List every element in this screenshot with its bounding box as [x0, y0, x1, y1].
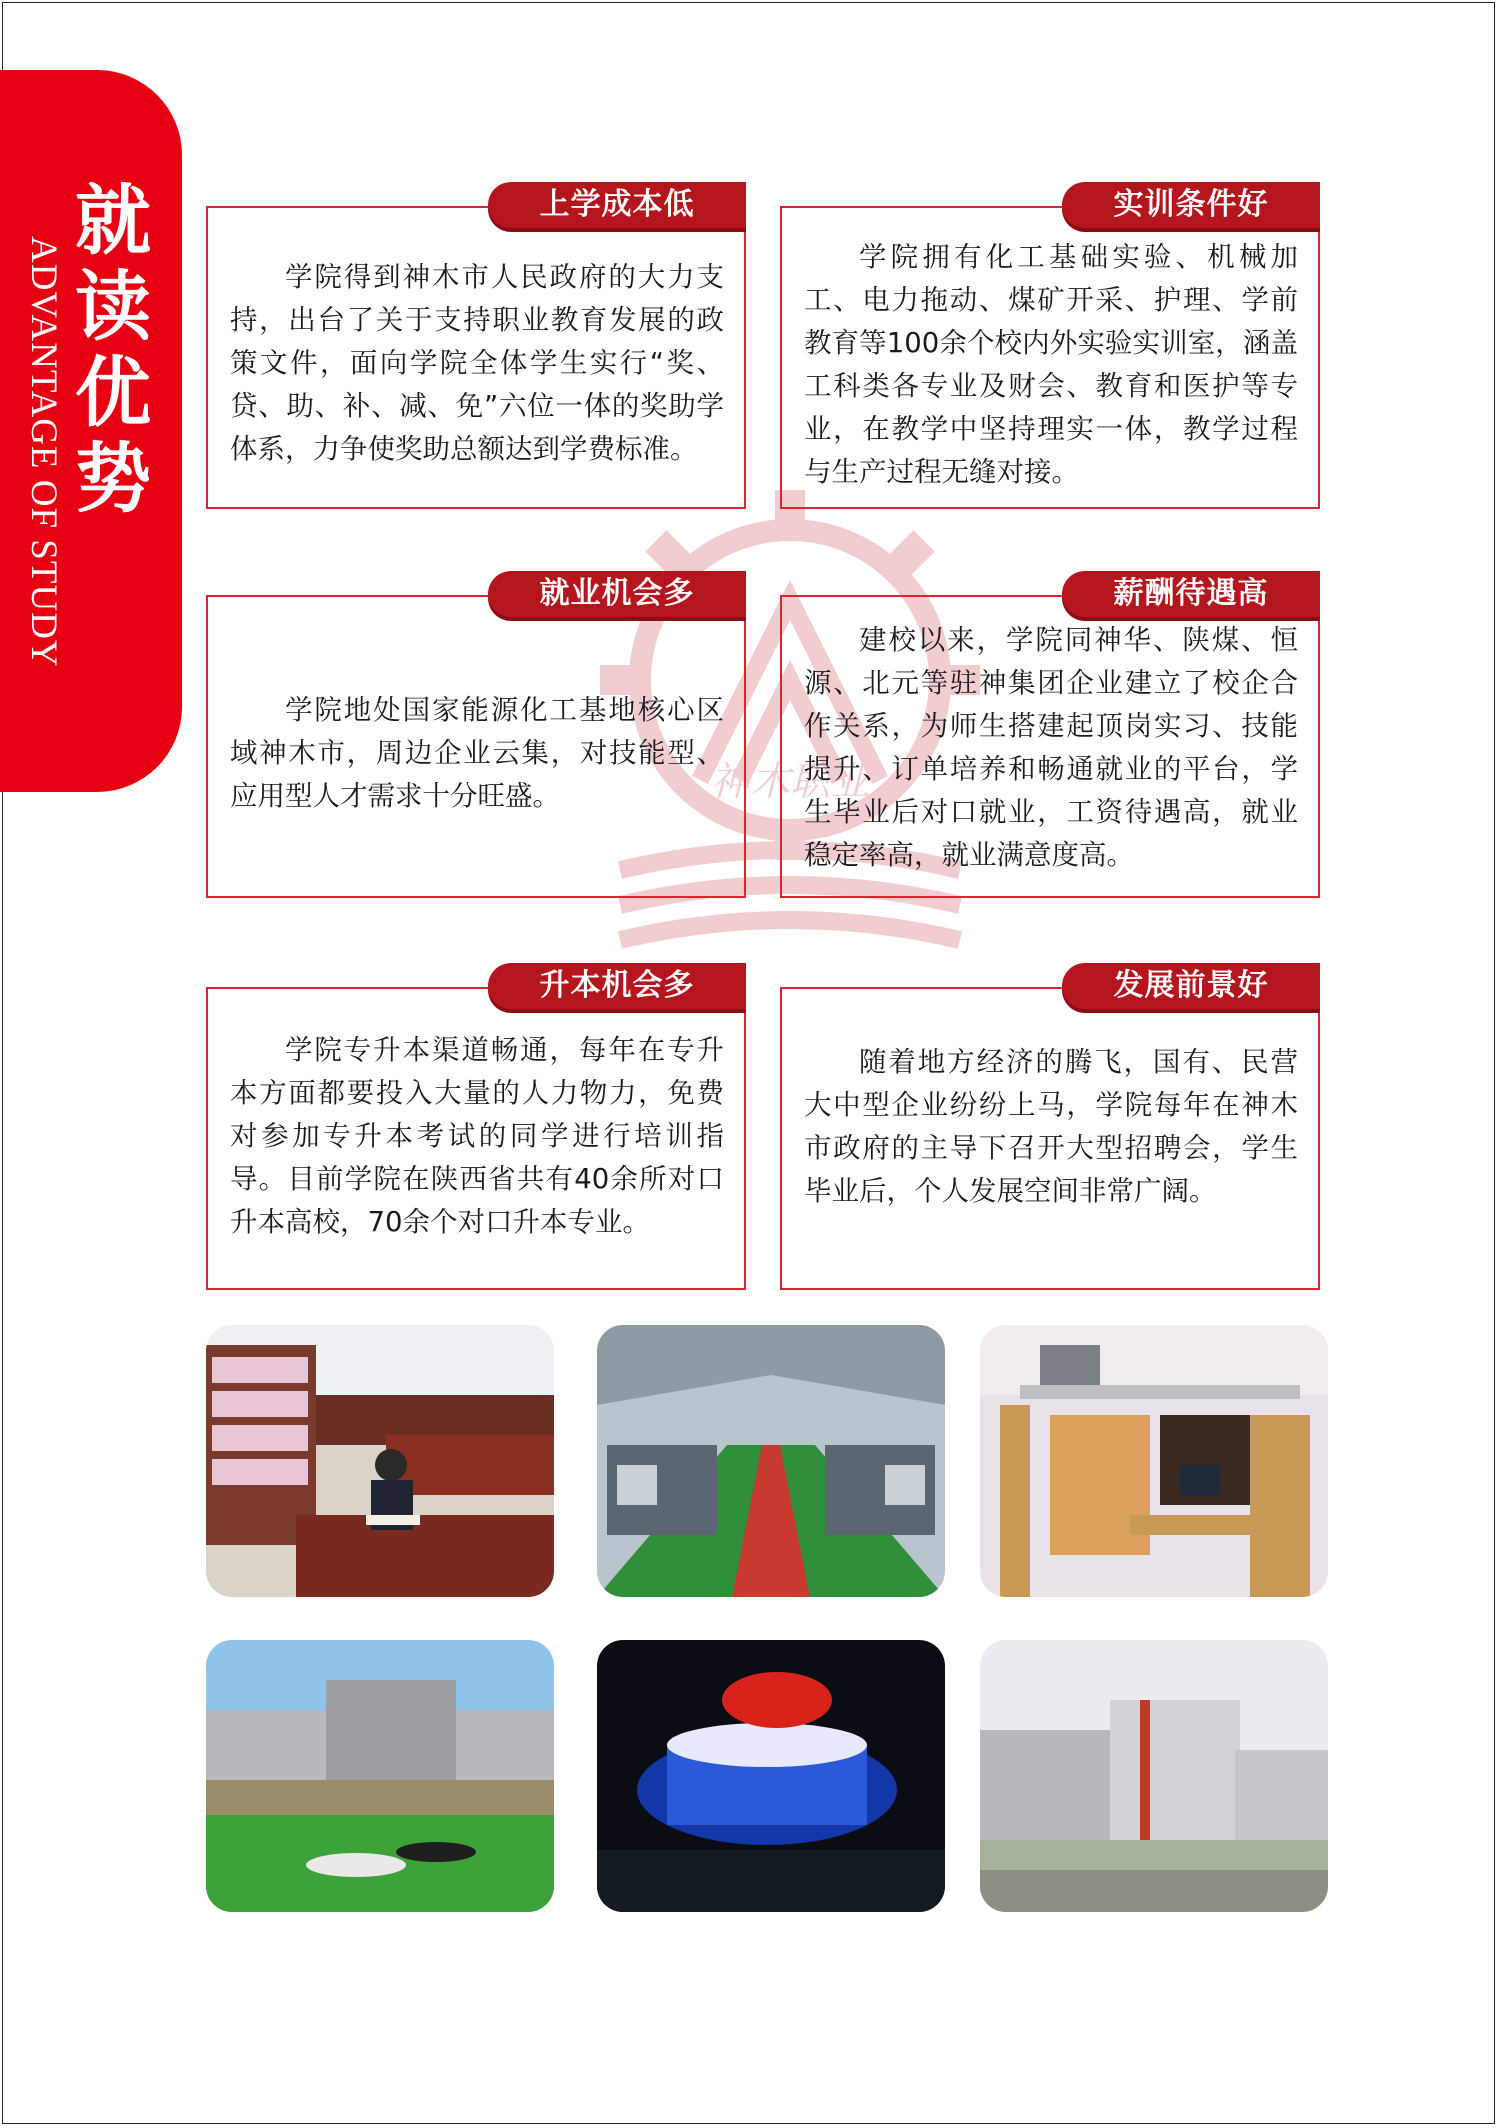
- side-title-char: 优: [75, 348, 151, 437]
- card-label: 上学成本低: [488, 182, 746, 228]
- card-prospect: [780, 968, 1320, 1290]
- card-text: 学院专升本渠道畅通，每年在专升本方面都要投入大量的人力物力，免费对参加专升本考试的同学进行培训指导。目前学院在陕西省共有40余所对口升本高校，70余个对口升本专业。: [230, 1034, 724, 1238]
- side-title-char: 就: [75, 176, 151, 265]
- watermark-text: 神木职业: [710, 759, 870, 805]
- side-title-char: 势: [75, 434, 151, 523]
- card-label: 升本机会多: [488, 963, 746, 1009]
- card-text: 建校以来，学院同神华、陕煤、恒源、北元等驻神集团企业建立了校企合作关系，为师生搭建起顶岗实习、技能提升、订单培养和畅通就业的平台，学生毕业后对口就业，工资待遇高，就业稳定率高，就业满意度高。: [804, 624, 1298, 871]
- photo-auditorium-night: [597, 1640, 945, 1912]
- photo-campus-lawn: [206, 1640, 554, 1912]
- card-text: 随着地方经济的腾飞，国有、民营大中型企业纷纷上马，学院每年在神木市政府的主导下召开大型招聘会，学生毕业后，个人发展空间非常广阔。: [804, 1046, 1298, 1207]
- card-text: 学院得到神木市人民政府的大力支持，出台了关于支持职业教育发展的政策文件，面向学院全体学生实行“奖、贷、助、补、减、免”六位一体的奖助学体系，力争使奖助总额达到学费标准。: [230, 261, 724, 465]
- card-low-cost: [206, 187, 746, 509]
- card-label: 发展前景好: [1062, 963, 1320, 1009]
- card-salary: [780, 576, 1320, 898]
- card-text: 学院地处国家能源化工基地核心区域神木市，周边企业云集，对技能型、应用型人才需求十分旺盛。: [230, 694, 724, 812]
- card-label: 薪酬待遇高: [1062, 571, 1320, 617]
- card-training: [780, 187, 1320, 509]
- photo-dormitory: [980, 1325, 1328, 1597]
- photo-campus-buildings: [980, 1640, 1328, 1912]
- card-label: 实训条件好: [1062, 182, 1320, 228]
- side-title: [68, 178, 158, 522]
- card-employment: [206, 576, 746, 898]
- photo-library: [206, 1325, 554, 1597]
- card-text: 学院拥有化工基础实验、机械加工、电力拖动、煤矿开采、护理、学前教育等100余个校内外实验实训室，涵盖工科类各专业及财会、教育和医护等专业，在教学中坚持理实一体，教学过程与生产过程无缝对接。: [804, 241, 1298, 488]
- card-upgrade: [206, 968, 746, 1290]
- side-subtitle: ADVANTAGE OF STUDY: [23, 236, 64, 668]
- side-title-char: 读: [75, 262, 151, 351]
- photo-workshop: [597, 1325, 945, 1597]
- card-label: 就业机会多: [488, 571, 746, 617]
